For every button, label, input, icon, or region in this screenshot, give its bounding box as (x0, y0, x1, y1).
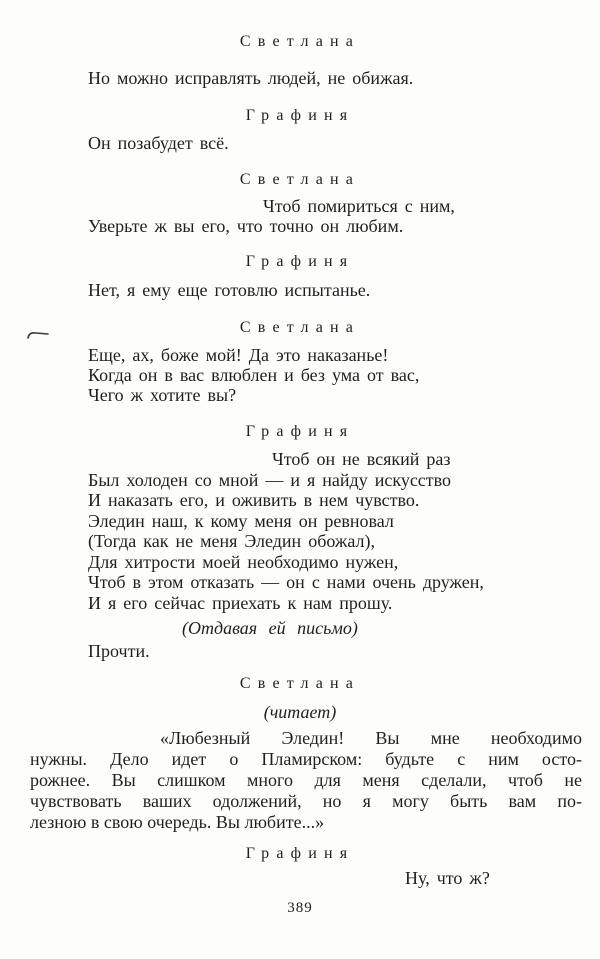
letter-line: чувствовать ваших одолжений, но я могу быть вам по- (30, 791, 582, 811)
speaker-name: Светлана (239, 33, 361, 50)
verse-line: Нет, я ему еще готовлю испытанье. (88, 280, 371, 300)
letter-line: «Любезный Эледин! Вы мне необходимо (160, 728, 582, 748)
speaker-name: Графиня (245, 253, 355, 270)
stage-direction: (читает) (263, 702, 337, 722)
verse-line: Эледин наш, к кому меня он ревновал (88, 511, 394, 531)
verse-line: Ну, что ж? (405, 868, 490, 888)
verse-line: Когда он в вас влюблен и без ума от вас, (88, 365, 420, 385)
letter-line: рожнее. Вы слишком много для меня сделали, чтоб не (30, 770, 582, 790)
verse-line: Чего ж хотите вы? (88, 385, 237, 405)
verse-line: Но можно исправлять людей, не обижая. (88, 68, 414, 88)
letter-paragraph (30, 728, 582, 833)
verse-line: И наказать его, и оживить в нем чувство. (88, 490, 420, 510)
verse-line: Для хитрости моей необходимо нужен, (88, 552, 399, 572)
speaker-name: Светлана (239, 319, 361, 336)
verse-line: Он позабудет всё. (88, 133, 229, 153)
speaker-name: Светлана (239, 675, 361, 692)
verse-line: (Тогда как не меня Эледин обожал), (88, 531, 375, 551)
verse-line: И я его сейчас приехать к нам прошу. (88, 593, 393, 613)
page-number: 389 (287, 900, 313, 916)
speaker-name: Графиня (245, 845, 355, 862)
verse-line: Еще, ах, боже мой! Да это наказанье! (88, 345, 389, 365)
speaker-name: Графиня (245, 423, 355, 440)
speaker-name: Графиня (245, 107, 355, 124)
verse-line: Уверьте ж вы его, что точно он любим. (88, 216, 404, 236)
stage-direction: (Отдавая ей письмо) (182, 618, 358, 638)
verse-line: Был холоден со мной — и я найду искусство (88, 470, 452, 490)
letter-line: лезною в свою очередь. Вы любите...» (30, 812, 325, 832)
speaker-name: Светлана (239, 171, 361, 188)
verse-line: Чтоб помириться с ним, (263, 196, 455, 216)
verse-line: Чтоб он не всякий раз (272, 449, 451, 469)
verse-line: Прочти. (88, 641, 150, 661)
verse-line: Чтоб в этом отказать — он с нами очень дружен, (88, 572, 484, 592)
letter-line: нужны. Дело идет о Пламирском: будьте с ним осто- (30, 749, 582, 769)
